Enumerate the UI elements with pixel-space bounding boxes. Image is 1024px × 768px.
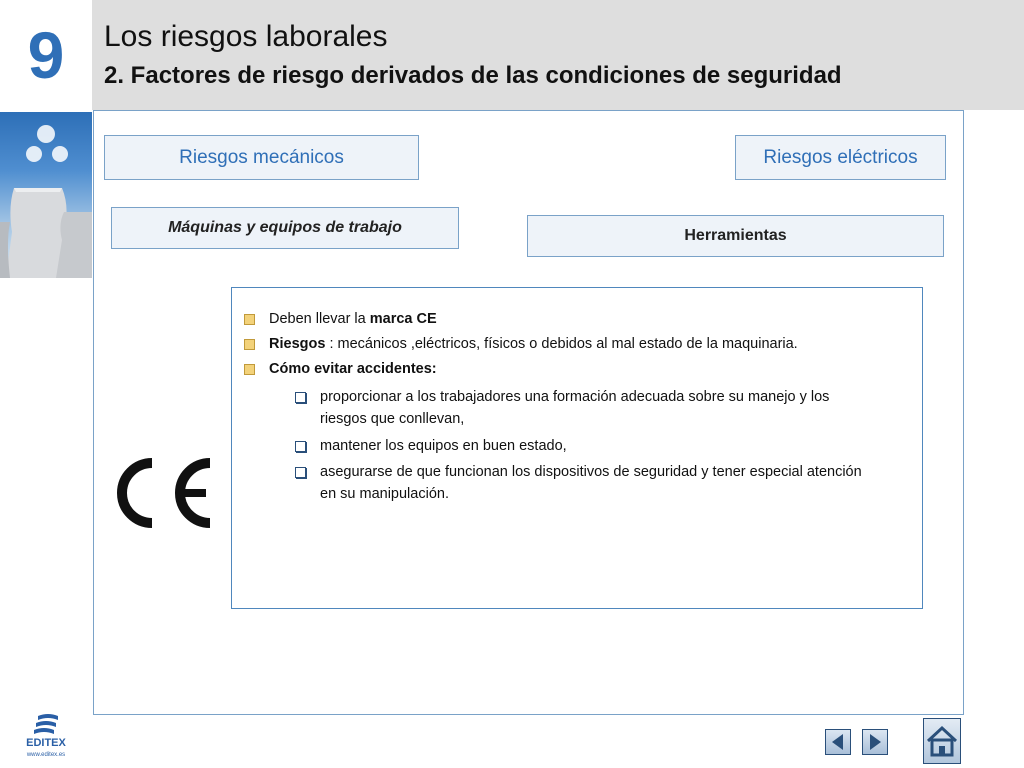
- sub-bullet-text: proporcionar a los trabajadores una formación adecuada sobre su manejo y los: [320, 389, 830, 405]
- bullet-bold-text: Cómo evitar accidentes:: [269, 361, 437, 377]
- square-bullet-icon: [244, 339, 255, 350]
- bullet-bold-text: marca CE: [369, 311, 437, 327]
- ce-mark-logo: [112, 455, 216, 531]
- sub-bullet-mantener: [295, 435, 567, 457]
- header-bar: [92, 0, 1024, 110]
- bullet-marca-ce: [244, 308, 437, 330]
- bullet-riesgos: [244, 333, 798, 355]
- sub-bullet-formacion: [295, 386, 829, 430]
- home-button[interactable]: [923, 718, 961, 764]
- prev-button[interactable]: [825, 729, 851, 755]
- square-bullet-icon: [244, 314, 255, 325]
- bullet-text: Deben llevar la: [269, 311, 370, 327]
- checkbox-bullet-icon: [295, 467, 306, 478]
- editex-url: www.editex.es: [26, 752, 66, 758]
- checkbox-bullet-icon: [295, 392, 306, 403]
- page-title: Los riesgos laborales: [104, 20, 388, 53]
- checkbox-bullet-icon: [295, 441, 306, 452]
- tab-maquinas-equipos[interactable]: Máquinas y equipos de trabajo: [111, 207, 459, 249]
- page-subtitle: 2. Factores de riesgo derivados de las condiciones de seguridad: [104, 62, 842, 89]
- house-icon: [924, 719, 960, 763]
- bullet-bold-text: Riesgos: [269, 336, 326, 352]
- tab-riesgos-electricos[interactable]: Riesgos eléctricos: [735, 135, 946, 180]
- sub-bullet-text: mantener los equipos en buen estado,: [320, 438, 567, 454]
- sub-bullet-text: asegurarse de que funcionan los dispositivos de seguridad y tener especial atención: [320, 464, 862, 480]
- triangle-left-icon: [826, 730, 850, 754]
- triangle-right-icon: [863, 730, 887, 754]
- editex-logo: [14, 712, 78, 762]
- tab-riesgos-mecanicos[interactable]: Riesgos mecánicos: [104, 135, 419, 180]
- sub-bullet-text: riesgos que conllevan,: [320, 411, 465, 427]
- sub-bullet-asegurarse: [295, 461, 862, 505]
- sub-bullet-text: en su manipulación.: [320, 486, 449, 502]
- cooling-towers-image: [0, 112, 92, 278]
- bullet-como-evitar: [244, 358, 437, 380]
- next-button[interactable]: [862, 729, 888, 755]
- square-bullet-icon: [244, 364, 255, 375]
- info-box: [231, 287, 923, 609]
- bullet-text: : mecánicos ,eléctricos, físicos o debidos al mal estado de la maquinaria.: [325, 336, 798, 352]
- tab-herramientas[interactable]: Herramientas: [527, 215, 944, 257]
- editex-brand: EDITEX: [26, 737, 66, 749]
- chapter-number: 9: [27, 18, 65, 92]
